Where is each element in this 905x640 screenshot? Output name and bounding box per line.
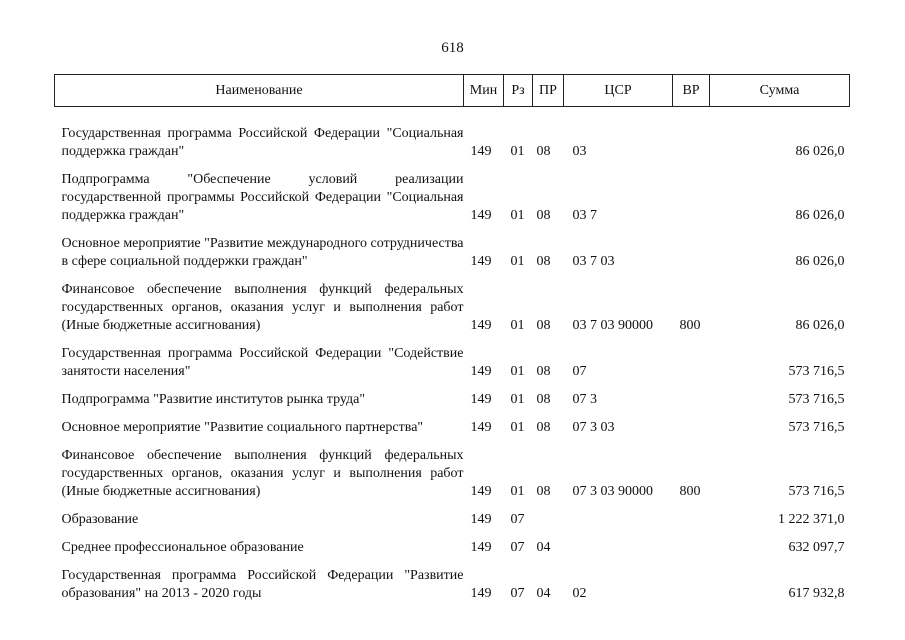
- table-row: [55, 107, 850, 162]
- row-vr: 800: [679, 318, 701, 333]
- table-body: [55, 107, 850, 604]
- row-sum: 573 716,5: [788, 364, 845, 379]
- row-rz: 01: [510, 392, 525, 407]
- row-rz: 07: [510, 540, 525, 555]
- row-vr: [673, 557, 710, 603]
- row-vr: [673, 409, 710, 437]
- table-row: [55, 381, 850, 409]
- row-rz: 07: [510, 586, 525, 601]
- row-vr: [673, 335, 710, 381]
- row-vr: [673, 381, 710, 409]
- table-row: [55, 225, 850, 271]
- row-csr: 03 7 03: [572, 254, 615, 269]
- table-row: [55, 557, 850, 603]
- header-name: Наименование: [55, 75, 464, 107]
- row-sum: 86 026,0: [795, 318, 845, 333]
- row-csr: 07 3: [572, 392, 597, 407]
- row-rz: 01: [510, 144, 525, 159]
- row-name: Государственная программа Российской Федерации "Социальная поддержка граждан": [61, 126, 464, 159]
- row-csr: [564, 501, 673, 529]
- row-pr: 08: [536, 392, 551, 407]
- row-csr: 03: [572, 144, 587, 159]
- row-name: Подпрограмма "Развитие институтов рынка труда": [61, 392, 366, 407]
- row-rz: 01: [510, 318, 525, 333]
- row-sum: 86 026,0: [795, 144, 845, 159]
- row-pr: 08: [536, 420, 551, 435]
- table-row: [55, 409, 850, 437]
- row-vr: [673, 225, 710, 271]
- budget-table: [54, 74, 850, 603]
- header-min: Мин: [464, 75, 504, 107]
- row-vr: [673, 161, 710, 225]
- row-vr: [673, 501, 710, 529]
- row-name: Среднее профессиональное образование: [61, 540, 304, 555]
- row-pr: 08: [536, 318, 551, 333]
- row-rz: 07: [510, 512, 525, 527]
- row-rz: 01: [510, 208, 525, 223]
- row-min: 149: [470, 512, 492, 527]
- row-csr: 07 3 03: [572, 420, 615, 435]
- row-pr: 04: [536, 586, 551, 601]
- row-rz: 01: [510, 254, 525, 269]
- row-rz: 01: [510, 364, 525, 379]
- table-row: [55, 529, 850, 557]
- row-sum: 86 026,0: [795, 208, 845, 223]
- table-header: [55, 75, 850, 107]
- row-min: 149: [470, 586, 492, 601]
- row-pr: 08: [536, 144, 551, 159]
- table-row: [55, 501, 850, 529]
- row-sum: 617 932,8: [788, 586, 845, 601]
- table-row: [55, 335, 850, 381]
- row-pr: [533, 501, 564, 529]
- row-csr: 03 7: [572, 208, 597, 223]
- row-name: Финансовое обеспечение выполнения функций федеральных государственных органов, оказания услуг и выполнения работ (Иные бюджетные ассигнования): [61, 282, 464, 333]
- row-sum: 573 716,5: [788, 484, 845, 499]
- header-sum: Сумма: [710, 75, 850, 107]
- row-name: Государственная программа Российской Федерации "Содействие занятости населения": [61, 346, 464, 379]
- row-name: Основное мероприятие "Развитие социального партнерства": [61, 420, 424, 435]
- row-vr: 800: [679, 484, 701, 499]
- row-name: Финансовое обеспечение выполнения функций федеральных государственных органов, оказания услуг и выполнения работ (Иные бюджетные ассигнования): [61, 448, 464, 499]
- table-row: [55, 161, 850, 225]
- row-pr: 08: [536, 208, 551, 223]
- row-csr: 07: [572, 364, 587, 379]
- header-pr: ПР: [533, 75, 564, 107]
- table-row: [55, 437, 850, 501]
- row-min: 149: [470, 254, 492, 269]
- row-min: 149: [470, 484, 492, 499]
- row-csr: [564, 529, 673, 557]
- row-pr: 08: [536, 254, 551, 269]
- row-min: 149: [470, 144, 492, 159]
- row-pr: 08: [536, 364, 551, 379]
- row-csr: 07 3 03 90000: [572, 484, 653, 499]
- row-csr: 03 7 03 90000: [572, 318, 653, 333]
- row-min: 149: [470, 392, 492, 407]
- row-sum: 573 716,5: [788, 392, 845, 407]
- row-rz: 01: [510, 420, 525, 435]
- row-sum: 632 097,7: [788, 540, 845, 555]
- table-row: [55, 271, 850, 335]
- row-min: 149: [470, 420, 492, 435]
- row-pr: 08: [536, 484, 551, 499]
- row-min: 149: [470, 208, 492, 223]
- header-rz: Рз: [504, 75, 533, 107]
- row-vr: [673, 529, 710, 557]
- row-name: Образование: [61, 512, 139, 527]
- row-name: Подпрограмма "Обеспечение условий реализации государственной программы Российской Федерации "Социальная поддержка граждан": [61, 172, 464, 223]
- row-min: 149: [470, 364, 492, 379]
- row-rz: 01: [510, 484, 525, 499]
- row-sum: 86 026,0: [795, 254, 845, 269]
- page-number: 618: [441, 40, 464, 56]
- row-pr: 04: [536, 540, 551, 555]
- row-vr: [673, 107, 710, 162]
- row-min: 149: [470, 540, 492, 555]
- row-sum: 573 716,5: [788, 420, 845, 435]
- header-csr: ЦСР: [564, 75, 673, 107]
- row-csr: 02: [572, 586, 587, 601]
- row-sum: 1 222 371,0: [778, 512, 845, 527]
- header-vr: ВР: [673, 75, 710, 107]
- row-min: 149: [470, 318, 492, 333]
- row-name: Основное мероприятие "Развитие международного сотрудничества в сфере социальной поддержки граждан": [61, 236, 464, 269]
- row-name: Государственная программа Российской Федерации "Развитие образования" на 2013 - 2020 годы: [61, 568, 464, 601]
